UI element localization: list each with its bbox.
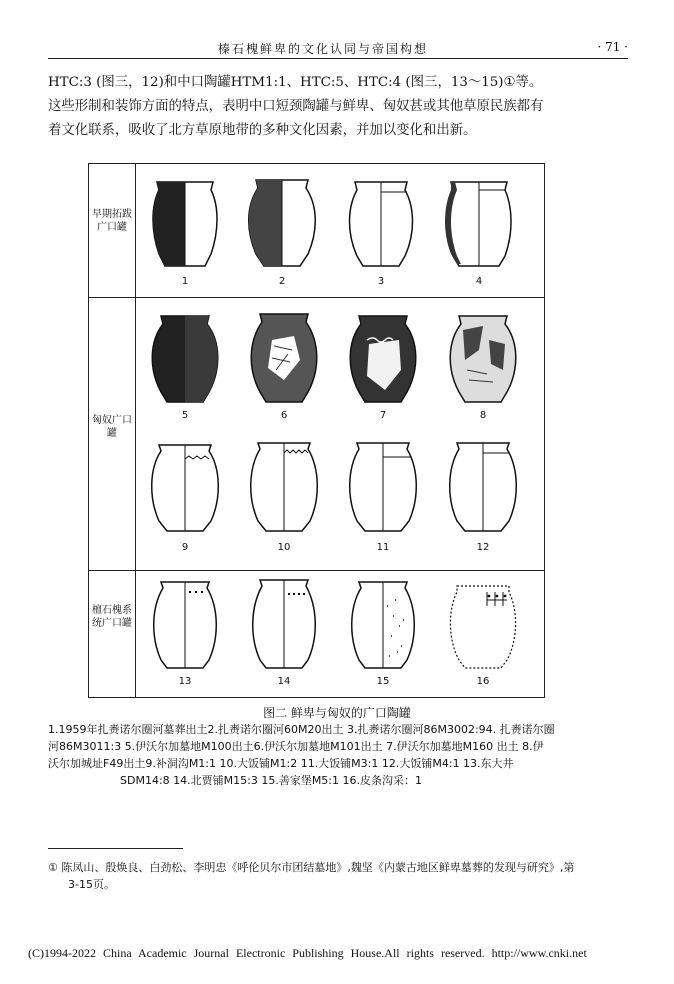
pot-number: 4 xyxy=(475,276,483,287)
pot-8-drawing xyxy=(443,310,523,405)
body-line-2: 这些形制和装饰方面的特点，表明中口短颈陶罐与鲜卑、匈奴甚或其他草原民族都有 xyxy=(48,99,544,114)
figure-caption-line: SDM14:8 14.北贾铺M15:3 15.善家堡M5:1 16.皮条沟采：1 xyxy=(120,774,422,787)
figure-frame xyxy=(88,163,545,698)
pot-number: 3 xyxy=(377,276,385,287)
pot-number: 12 xyxy=(476,542,490,553)
pot-number: 16 xyxy=(476,676,490,687)
pot-number: 14 xyxy=(277,676,291,687)
pot-number: 15 xyxy=(376,676,390,687)
pot-number: 11 xyxy=(376,542,390,553)
figure-caption-line: 河86M3011:3 5.伊沃尔加墓地M100出土6.伊沃尔加墓地M101出土 7.伊沃尔加墓地M160 出土 8.伊 xyxy=(48,740,544,753)
pot-number: 2 xyxy=(278,276,286,287)
pot-2-drawing xyxy=(242,176,322,271)
page-number: · 71 · xyxy=(597,40,628,54)
pot-3-drawing xyxy=(341,176,421,271)
row-label-xiongnu: 匈奴广口罐 xyxy=(92,415,132,439)
pot-10-drawing xyxy=(244,439,324,534)
figure-caption-line: 沃尔加城址F49出土9.补洞沟M1:1 10.大饭铺M1:2 11.大饭铺M3:1 12.大饭铺M4:1 13.东大井 xyxy=(48,757,514,770)
pot-9-drawing xyxy=(145,439,225,534)
pot-number: 8 xyxy=(479,410,487,421)
running-title: 榛石槐鲜卑的文化认同与帝国构想 xyxy=(218,42,429,56)
copyright-notice: (C)1994-2022 China Academic Journal Electronic Publishing House.All rights reserved. http://www.cnki.net xyxy=(28,946,587,960)
pot-15-drawing xyxy=(343,576,423,671)
pot-12-drawing xyxy=(443,439,523,534)
body-line-1: HTC:3 (图三，12)和中口陶罐HTM1:1、HTC:5、HTC:4 (图三，13～15)①等。 xyxy=(48,75,543,90)
pot-number: 5 xyxy=(181,410,189,421)
pot-4-drawing xyxy=(439,176,519,271)
pot-number: 7 xyxy=(379,410,387,421)
pot-number: 6 xyxy=(280,410,288,421)
pot-number: 13 xyxy=(178,676,192,687)
footnote-line-1: ① 陈凤山、殷焕良、白劲松、李明忠《呼伦贝尔市团结墓地》,魏坚《内蒙古地区鲜卑墓葬的发现与研究》,第 xyxy=(48,861,575,874)
pot-5-drawing xyxy=(145,310,225,405)
pot-1-drawing xyxy=(145,176,225,271)
pot-16-drawing xyxy=(443,576,523,671)
header-rule xyxy=(48,58,628,59)
pot-14-drawing xyxy=(244,576,324,671)
footnote-line-2: 3-15页。 xyxy=(68,878,115,891)
pot-6-drawing xyxy=(244,310,324,405)
running-header xyxy=(48,40,628,62)
pot-number: 1 xyxy=(181,276,189,287)
body-line-3: 着文化联系，吸收了北方草原地带的多种文化因素，并加以变化和出新。 xyxy=(48,123,477,138)
footnote-rule xyxy=(48,848,183,849)
pot-11-drawing xyxy=(343,439,423,534)
row-label-tanshihuai: 檀石槐系统广口罐 xyxy=(92,605,132,629)
row-label-early-tuoba: 早期拓跋广口罐 xyxy=(92,209,132,233)
figure-title: 图二 鲜卑与匈奴的广口陶罐 xyxy=(263,706,411,720)
pot-13-drawing xyxy=(145,576,225,671)
row-separator xyxy=(89,570,544,571)
row-separator xyxy=(89,297,544,298)
pot-7-drawing xyxy=(343,310,423,405)
pot-number: 10 xyxy=(277,542,291,553)
pot-number: 9 xyxy=(181,542,189,553)
figure-caption-line: 1.1959年扎赉诺尔圈河墓葬出土2.扎赉诺尔圈河60M20出土 3.扎赉诺尔圈河86M3002:94. 扎赉诺尔圈 xyxy=(48,723,555,736)
